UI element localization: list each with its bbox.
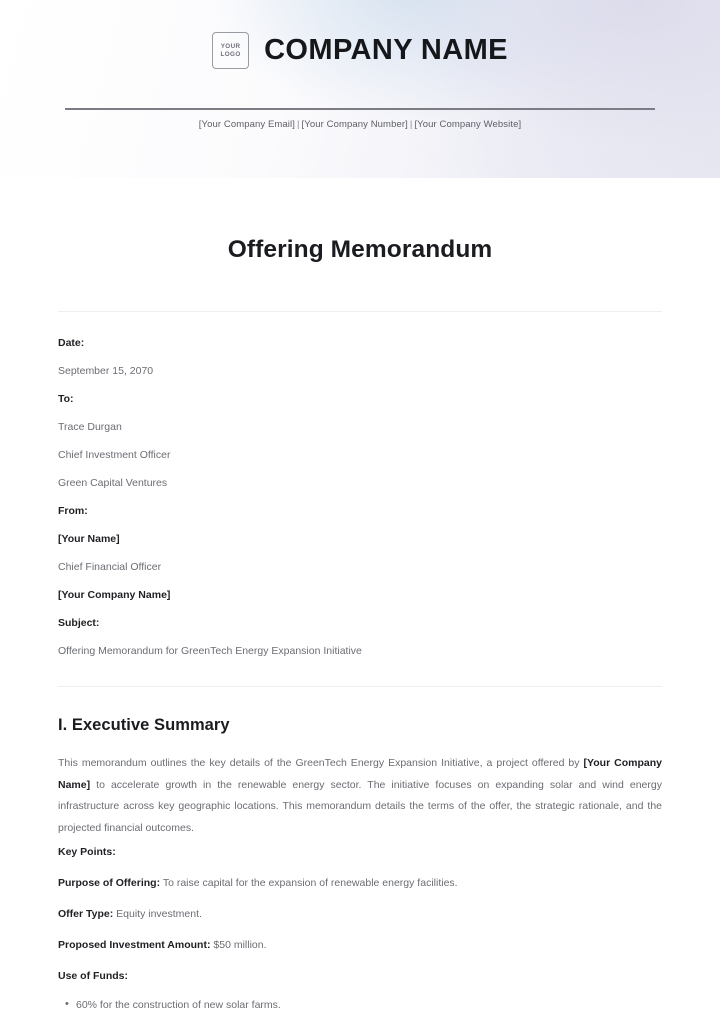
list-item: • 60% for the construction of new solar farms. [76, 997, 662, 1013]
company-number: [Your Company Number] [301, 119, 408, 130]
key-point-label: Purpose of Offering: [58, 877, 161, 889]
key-point-label: Use of Funds: [58, 970, 128, 982]
key-point-purpose-of-offering [58, 876, 662, 891]
paragraph-company-placeholder: [Your Company Name] [58, 757, 662, 791]
to-label: To: [58, 393, 74, 405]
divider-above-section [58, 686, 662, 687]
date-value: September 15, 2070 [58, 365, 154, 377]
sender-name: [Your Name] [58, 533, 120, 545]
key-point-label: Offer Type: [58, 908, 114, 920]
memo-meta-block [58, 312, 662, 658]
subject-label: Subject: [58, 617, 100, 629]
subject-value: Offering Memorandum for GreenTech Energy Expansion Initiative [58, 645, 362, 657]
logo-line-2: LOGO [220, 50, 241, 58]
sender-role: Chief Financial Officer [58, 561, 162, 573]
paragraph-text-part-2: to accelerate growth in the renewable energy sector. The initiative focuses on expanding solar and wind energy infrastructure across key geographic locations. This memorandum details the terms of the offer, the strategic rationale, and the projected financial outcomes. [58, 778, 662, 834]
recipient-role: Chief Investment Officer [58, 449, 171, 461]
key-point-offer-type [58, 907, 662, 922]
document-body [0, 236, 720, 1013]
logo-line-1: YOUR [220, 42, 241, 50]
key-points-label [58, 845, 662, 860]
key-point-value: $50 million. [210, 939, 267, 951]
key-point-use-of-funds [58, 969, 662, 984]
company-contact-line [0, 119, 720, 130]
executive-summary-paragraph [58, 753, 662, 839]
contact-separator-2: | [409, 119, 413, 130]
company-name: COMPANY NAME [264, 34, 508, 66]
paragraph-text-part-1: This memorandum outlines the key details of the GreenTech Energy Expansion Initiative, a project offered by [58, 757, 584, 769]
use-of-funds-bullet-list [58, 997, 662, 1013]
recipient-company: Green Capital Ventures [58, 477, 168, 489]
document-header [0, 0, 720, 178]
sender-company: [Your Company Name] [58, 589, 171, 601]
brand-row [0, 0, 720, 69]
page-title: Offering Memorandum [227, 236, 493, 263]
from-label: From: [58, 505, 88, 517]
key-points-label-text: Key Points: [58, 846, 116, 858]
key-point-value: To raise capital for the expansion of renewable energy facilities. [160, 877, 458, 889]
key-point-label: Proposed Investment Amount: [58, 939, 211, 951]
company-email: [Your Company Email] [198, 119, 295, 130]
key-point-value: Equity investment. [113, 908, 202, 920]
header-divider-rule [65, 108, 655, 110]
date-label: Date: [58, 337, 85, 349]
your-logo-placeholder-icon [212, 32, 249, 69]
key-point-proposed-investment-amount [58, 938, 662, 953]
contact-separator-1: | [296, 119, 300, 130]
section-heading-executive-summary: I. Executive Summary [58, 716, 230, 734]
company-website: [Your Company Website] [414, 119, 522, 130]
recipient-name: Trace Durgan [58, 421, 122, 433]
